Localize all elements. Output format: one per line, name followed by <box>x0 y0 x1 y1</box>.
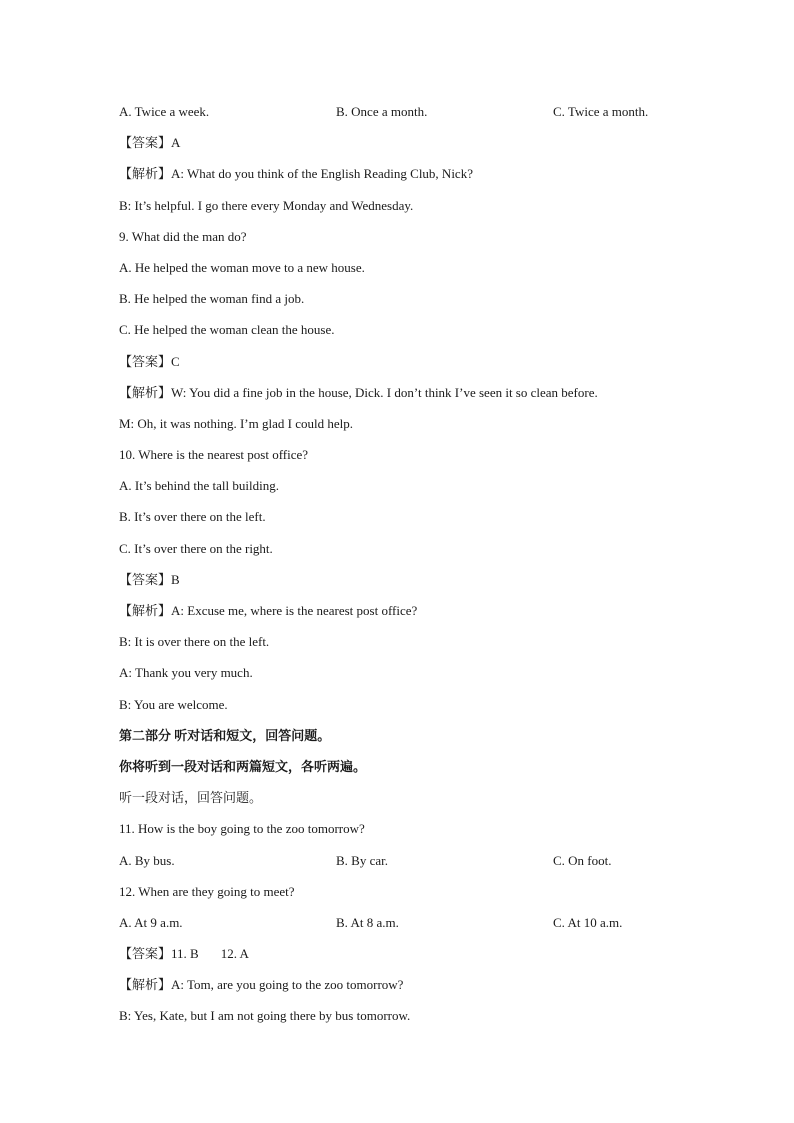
q11-option-a: A. By bus. <box>119 852 175 868</box>
q9-question: 9. What did the man do? <box>119 228 247 244</box>
q11-option-b: B. By car. <box>336 852 388 868</box>
q8-option-b: B. Once a month. <box>336 104 428 119</box>
q10-option-c: C. It’s over there on the right. <box>119 540 273 556</box>
q10-analysis-line-1: 【解析】A: Excuse me, where is the nearest post office? <box>119 603 418 618</box>
q10-analysis-line-3: A: Thank you very much. <box>119 665 253 681</box>
q9-option-a: A. He helped the woman move to a new house. <box>119 259 365 275</box>
q9-option-b: B. He helped the woman find a job. <box>119 291 305 307</box>
q12-option-c: C. At 10 a.m. <box>553 914 623 930</box>
q8-option-a: A. Twice a week. <box>119 104 210 119</box>
q10-option-b: B. It’s over there on the left. <box>119 509 266 525</box>
q12-options <box>119 912 699 943</box>
q11-question: 11. How is the boy going to the zoo tomorrow? <box>119 821 365 837</box>
q11-options <box>119 850 699 881</box>
q8-analysis-line-1: 【解析】A: What do you think of the English Reading Club, Nick? <box>119 166 473 182</box>
part2-heading: 第二部分 听对话和短文，回答问题。 <box>119 727 331 743</box>
part2-subheading: 听一段对话，回答问题。 <box>119 790 263 806</box>
q12-answer: 12. A <box>220 946 249 962</box>
q10-question: 10. Where is the nearest post office? <box>119 447 309 463</box>
q8-options <box>119 101 699 132</box>
q8-analysis-line-2: B: It’s helpful. I go there every Monday and Wednesday. <box>119 197 414 213</box>
q11-answer: 【答案】11. B <box>119 946 199 962</box>
q12-option-a: A. At 9 a.m. <box>119 914 183 930</box>
q11-12-analysis-line-1: 【解析】A: Tom, are you going to the zoo tomorrow? <box>119 977 404 993</box>
q10-analysis-line-2: B: It is over there on the left. <box>119 634 270 650</box>
q12-option-b: B. At 8 a.m. <box>336 914 399 930</box>
part2-instruction: 你将听到一段对话和两篇短文，各听两遍。 <box>119 758 367 774</box>
document-page <box>119 101 699 1037</box>
q10-analysis-line-4: B: You are welcome. <box>119 696 228 712</box>
q11-12-answer <box>119 943 699 974</box>
q11-12-analysis-line-2: B: Yes, Kate, but I am not going there by bus tomorrow. <box>119 1008 411 1024</box>
q9-option-c: C. He helped the woman clean the house. <box>119 322 335 338</box>
q11-option-c: C. On foot. <box>553 852 612 868</box>
q8-option-c: C. Twice a month. <box>553 104 649 119</box>
q9-analysis-line-1: 【解析】W: You did a fine job in the house, Dick. I don’t think I’ve seen it so clean before. <box>119 384 598 400</box>
q12-question: 12. When are they going to meet? <box>119 883 295 899</box>
q10-option-a: A. It’s behind the tall building. <box>119 478 279 494</box>
q10-answer: 【答案】B <box>119 571 180 587</box>
q8-answer: 【答案】A <box>119 135 181 151</box>
q9-analysis-line-2: M: Oh, it was nothing. I’m glad I could help. <box>119 415 353 431</box>
q9-answer: 【答案】C <box>119 353 180 369</box>
